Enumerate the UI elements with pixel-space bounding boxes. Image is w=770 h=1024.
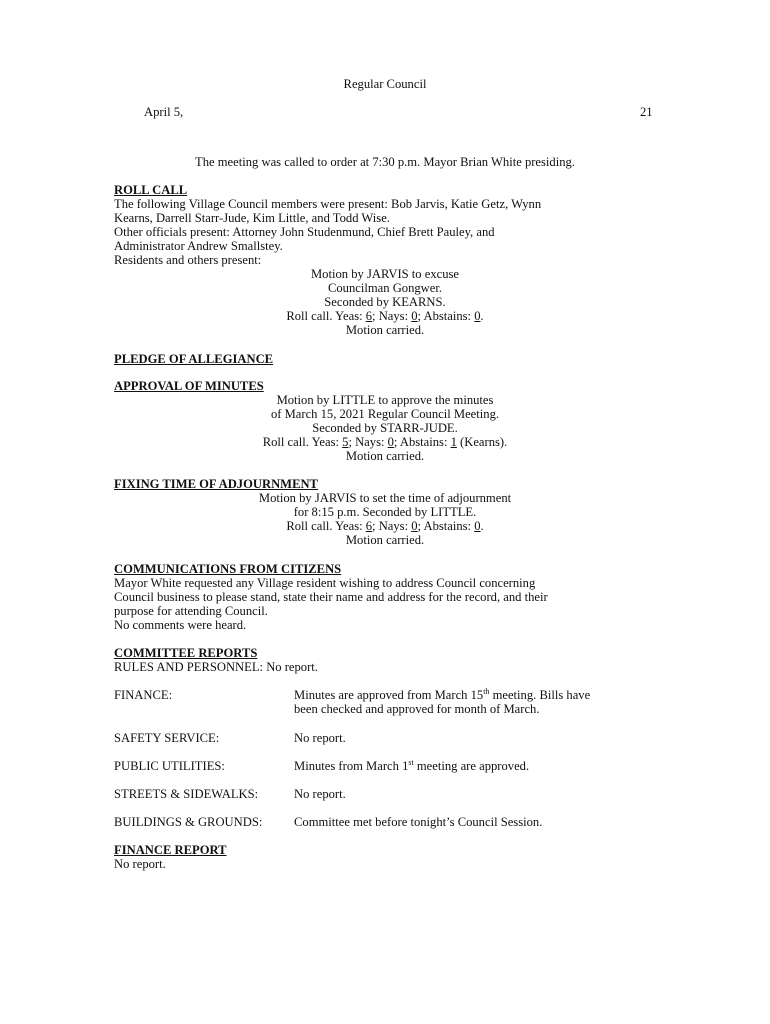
yeas-count: 6 bbox=[365, 519, 373, 533]
nays-count: 0 bbox=[411, 309, 418, 323]
motion-line: Councilman Gongwer. bbox=[327, 281, 443, 295]
document-title: Regular Council bbox=[343, 77, 427, 91]
roll-call-heading: ROLL CALL bbox=[114, 183, 188, 197]
roll-call-line: Administrator Andrew Smallstey. bbox=[114, 239, 283, 253]
buildings-grounds-report: Committee met before tonight’s Council Session. bbox=[294, 815, 543, 829]
yeas-count: 5 bbox=[342, 435, 349, 449]
finance-report: Minutes are approved from March 15th meeting. Bills have been checked and approved for month of March. bbox=[294, 686, 591, 716]
committee-heading: COMMITTEE REPORTS bbox=[114, 646, 258, 660]
streets-sidewalks-label: STREETS & SIDEWALKS: bbox=[114, 787, 259, 801]
buildings-grounds-label: BUILDINGS & GROUNDS: bbox=[114, 815, 263, 829]
pledge-heading: PLEDGE OF ALLEGIANCE bbox=[114, 352, 274, 366]
motion-line: Motion by JARVIS to set the time of adjournment bbox=[258, 491, 512, 505]
nays-count: 0 bbox=[411, 519, 418, 533]
public-utilities-label: PUBLIC UTILITIES: bbox=[114, 759, 225, 773]
nays-count: 0 bbox=[387, 435, 394, 449]
communications-line: Mayor White requested any Village resident wishing to address Council concerning bbox=[114, 576, 536, 590]
motion-result: Motion carried. bbox=[345, 449, 425, 463]
motion-line: Motion by LITTLE to approve the minutes bbox=[276, 393, 494, 407]
roll-call-line: Residents and others present: bbox=[114, 253, 262, 267]
excuse-motion bbox=[0, 267, 770, 337]
safety-service-report: No report. bbox=[294, 731, 346, 745]
abstains-count: 1 bbox=[450, 435, 457, 449]
adjournment-heading: FIXING TIME OF ADJOURNMENT bbox=[114, 477, 318, 491]
abstains-count: 0 bbox=[474, 309, 481, 323]
communications-text bbox=[114, 576, 654, 632]
yeas-count: 6 bbox=[365, 309, 373, 323]
streets-sidewalks-report: No report. bbox=[294, 787, 346, 801]
meeting-date: April 5, bbox=[144, 105, 184, 119]
roll-call-vote: Roll call. Yeas: 5; Nays: 0; Abstains: 1 (Kearns). bbox=[262, 435, 508, 449]
finance-label: FINANCE: bbox=[114, 688, 173, 702]
public-utilities-report: Minutes from March 1st meeting are approved. bbox=[294, 757, 530, 773]
roll-call-line: Kearns, Darrell Starr-Jude, Kim Little, and Todd Wise. bbox=[114, 211, 390, 225]
motion-line: of March 15, 2021 Regular Council Meeting. bbox=[270, 407, 500, 421]
meeting-year: 21 bbox=[640, 105, 653, 119]
motion-line: Motion by JARVIS to excuse bbox=[310, 267, 459, 281]
minutes-motion bbox=[0, 393, 770, 463]
finance-report-heading: FINANCE REPORT bbox=[114, 843, 227, 857]
roll-call-text bbox=[114, 197, 654, 267]
motion-line: Seconded by KEARNS. bbox=[324, 295, 446, 309]
roll-call-vote: Roll call. Yeas: 6; Nays: 0; Abstains: 0. bbox=[286, 519, 484, 533]
roll-call-line: The following Village Council members were present: Bob Jarvis, Katie Getz, Wynn bbox=[114, 197, 542, 211]
rules-personnel-report: RULES AND PERSONNEL: No report. bbox=[114, 660, 318, 674]
safety-service-label: SAFETY SERVICE: bbox=[114, 731, 220, 745]
roll-call-line: Other officials present: Attorney John Studenmund, Chief Brett Pauley, and bbox=[114, 225, 495, 239]
roll-call-vote: Roll call. Yeas: 6; Nays: 0; Abstains: 0. bbox=[286, 309, 484, 323]
minutes-heading: APPROVAL OF MINUTES bbox=[114, 379, 264, 393]
adjournment-motion bbox=[0, 491, 770, 547]
motion-line: Seconded by STARR-JUDE. bbox=[312, 421, 458, 435]
finance-report-text: No report. bbox=[114, 857, 166, 871]
motion-result: Motion carried. bbox=[345, 323, 425, 337]
motion-line: for 8:15 p.m. Seconded by LITTLE. bbox=[293, 505, 477, 519]
opening-statement: The meeting was called to order at 7:30 p.m. Mayor Brian White presiding. bbox=[195, 155, 575, 169]
abstains-count: 0 bbox=[474, 519, 481, 533]
communications-line: No comments were heard. bbox=[114, 618, 247, 632]
communications-line: purpose for attending Council. bbox=[114, 604, 268, 618]
motion-result: Motion carried. bbox=[345, 533, 425, 547]
communications-heading: COMMUNICATIONS FROM CITIZENS bbox=[114, 562, 342, 576]
communications-line: Council business to please stand, state their name and address for the record, and their bbox=[114, 590, 548, 604]
